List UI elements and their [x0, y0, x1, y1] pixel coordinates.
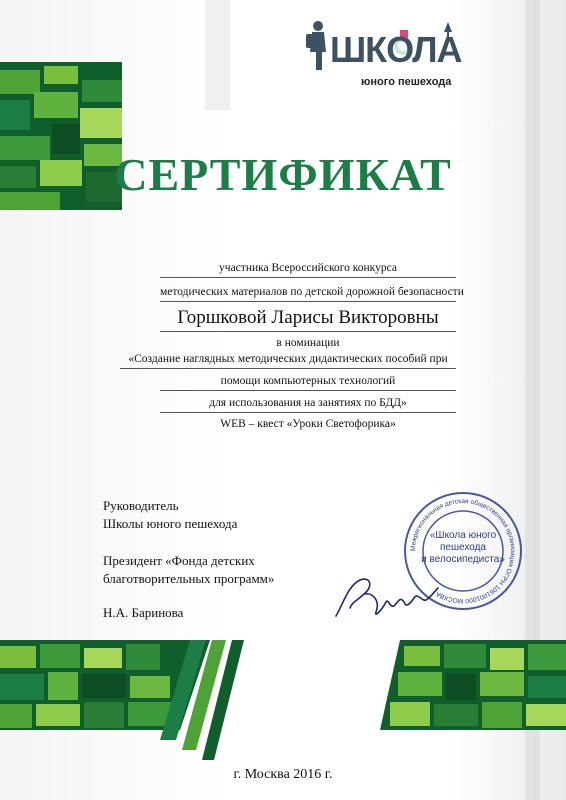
stamp-line-1: «Школа юного	[429, 530, 497, 541]
bottom-left-green-pattern	[0, 640, 244, 760]
stamp-line-2: пешехода	[440, 542, 486, 553]
bottom-right-green-pattern	[380, 640, 566, 730]
recipient-name: Горшковой Ларисы Викторовны	[160, 305, 456, 332]
stamp-center-text	[418, 530, 508, 566]
stamp-line-3: и велосипедиста»	[421, 554, 505, 565]
body-line-6: для использования на занятиях по БДД»	[160, 394, 456, 413]
signatory-name: Н.А. Баринова	[103, 605, 184, 620]
city-date: г. Москва 2016 г.	[233, 767, 333, 782]
logo-title: ШКОЛА	[330, 29, 462, 70]
certificate-title: СЕРТИФИКАТ	[114, 149, 452, 200]
signatory-role-1-line-2: Школы юного пешехода	[103, 516, 238, 531]
signatory-role-2-line-2: благотворительных программ»	[103, 571, 275, 586]
project-title: WEB – квест «Уроки Светофорика»	[220, 418, 396, 430]
signatory-role-2-line-1: Президент «Фонда детских	[103, 553, 255, 568]
logo-subtitle: юного пешехода	[361, 76, 452, 88]
stamp-ring-text: Межрегиональная детская общественная организация ОГРН 1061001000 МОСКВА	[409, 497, 517, 605]
handwritten-signature	[330, 572, 440, 624]
body-line-5: помощи компьютерных технологий	[160, 372, 456, 391]
body-line-nomination-title: «Создание наглядных методических дидактических пособий при	[120, 350, 456, 369]
body-line-1: участника Всероссийского конкурса	[160, 259, 456, 278]
body-line-2: методических материалов по детской дорожной безопасности	[160, 283, 456, 302]
body-line-nomination: в номинации	[276, 337, 340, 349]
signatory-role-1-line-1: Руководитель	[103, 498, 179, 513]
